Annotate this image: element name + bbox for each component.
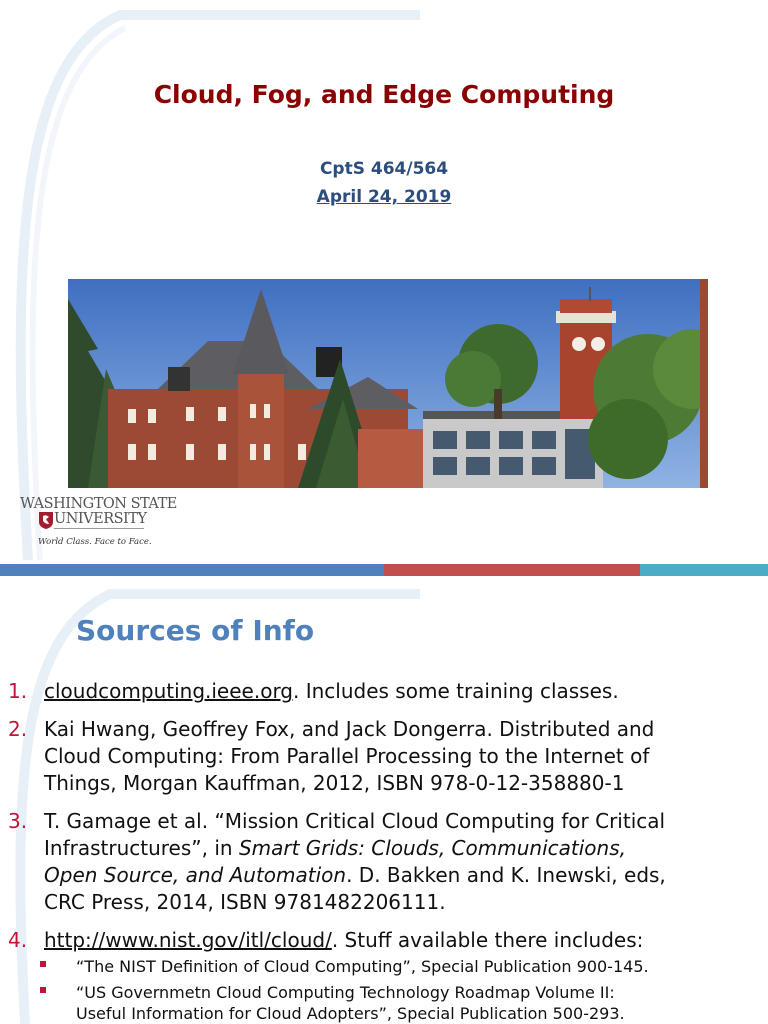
- slide-divider-bar: [0, 564, 768, 576]
- book-title-part: Smart Grids: Clouds, Communications,: [238, 836, 626, 860]
- item-line: Things, Morgan Kauffman, 2012, ISBN 978-0-12-358880-1: [44, 771, 625, 795]
- item-number: 4.: [8, 928, 28, 952]
- item-text-rest: . Stuff available there includes:: [331, 928, 644, 952]
- divider-segment-blue: [0, 564, 384, 576]
- item-text: [44, 808, 759, 916]
- item-number: 2.: [8, 717, 28, 741]
- sources-slide: [0, 576, 768, 1024]
- item-number: 1.: [8, 679, 28, 703]
- item-line: T. Gamage et al. “Mission Critical Cloud Computing for Critical: [44, 809, 666, 833]
- wsu-logo: [20, 496, 177, 550]
- bullet-icon: [40, 961, 46, 967]
- cougar-seal-icon: [39, 512, 53, 529]
- book-title-part: Open Source, and Automation: [44, 863, 347, 887]
- campus-photo: [68, 279, 708, 488]
- sub-item-line: Useful Information for Cloud Adopters”, Special Publication 500-293.: [76, 1004, 625, 1023]
- logo-line-1: WASHINGTON STATE: [20, 496, 177, 512]
- divider-segment-red: [384, 564, 640, 576]
- logo-rule: [54, 528, 144, 529]
- course-code: CptS 464/564: [319, 159, 449, 179]
- sub-item-text: [76, 982, 766, 1024]
- item-text: [44, 716, 759, 797]
- slide-title: Cloud, Fog, and Edge Computing: [153, 80, 615, 109]
- item-text: [44, 927, 759, 954]
- logo-tagline: World Class. Face to Face.: [38, 537, 152, 547]
- ieee-link[interactable]: cloudcomputing.ieee.org: [44, 679, 294, 703]
- item-line: [44, 862, 759, 889]
- sub-item-line: “US Governmetn Cloud Computing Technology Roadmap Volume II:: [76, 983, 615, 1002]
- item-line: [44, 835, 759, 862]
- logo-line-2: UNIVERSITY: [54, 511, 147, 527]
- item-line: CRC Press, 2014, ISBN 9781482206111.: [44, 890, 446, 914]
- nist-link[interactable]: http://www.nist.gov/itl/cloud/: [44, 928, 332, 952]
- item-line-part: . D. Bakken and K. Inewski, eds,: [346, 863, 666, 887]
- item-line: Kai Hwang, Geoffrey Fox, and Jack Dongerra. Distributed and: [44, 717, 655, 741]
- lecture-date: April 24, 2019: [316, 187, 452, 207]
- divider-segment-teal: [640, 564, 768, 576]
- slide-title: Sources of Info: [76, 614, 315, 647]
- item-line-part: Infrastructures”, in: [44, 836, 239, 860]
- item-text-rest: . Includes some training classes.: [293, 679, 619, 703]
- item-line: Cloud Computing: From Parallel Processing to the Internet of: [44, 744, 650, 768]
- sub-item-text: “The NIST Definition of Cloud Computing”, Special Publication 900-145.: [76, 957, 649, 976]
- bullet-icon: [40, 987, 46, 993]
- item-number: 3.: [8, 809, 28, 833]
- item-text: [44, 678, 759, 705]
